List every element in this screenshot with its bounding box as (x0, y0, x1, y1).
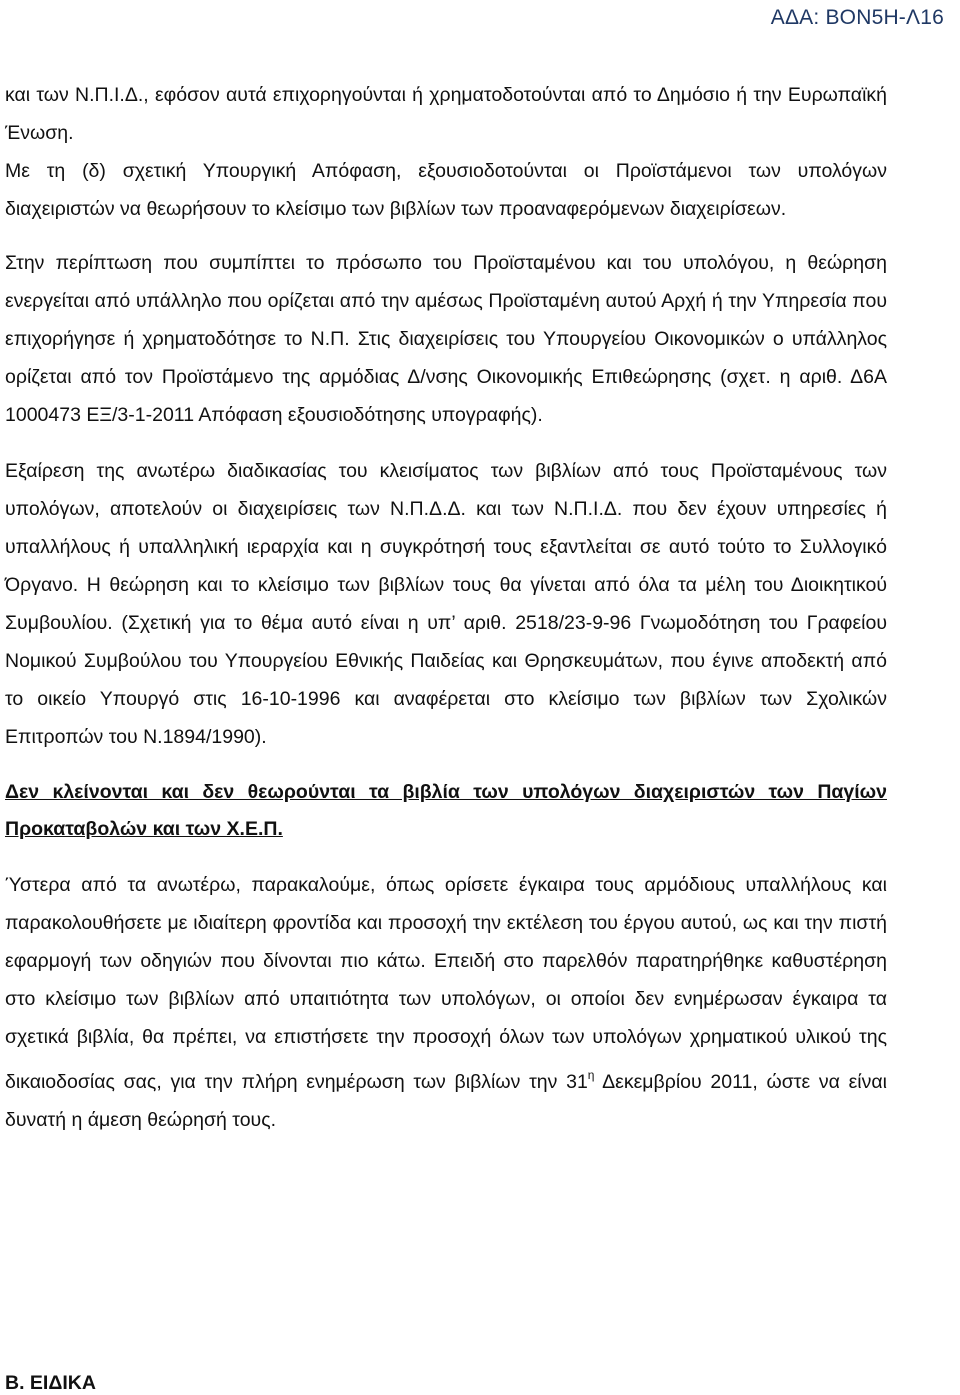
spacer (5, 756, 887, 774)
spacer (5, 848, 887, 866)
paragraph-5-text-end: Δεκεμβρίου 2011, ώστε να είναι δυνατή η άμεση θεώρησή τους. (5, 1071, 887, 1131)
spacer (5, 228, 887, 244)
document-code: ΑΔΑ: ΒΟΝ5Η-Λ16 (770, 6, 944, 29)
ordinal-superscript: η (587, 1068, 595, 1082)
document-body (5, 76, 887, 1139)
paragraph-2: Με τη (δ) σχετική Υπουργική Απόφαση, εξουσιοδοτούνται οι Προϊστάμενοι των υπολόγων διαχειριστών να θεωρήσουν το κλείσιμο των βιβλίων των προαναφερόμενων διαχειρίσεων. (5, 160, 887, 220)
paragraph-5-text: Ύστερα από τα ανωτέρω, παρακαλούμε, όπως ορίσετε έγκαιρα τους αρμόδιους υπαλλήλους και παρακολουθήσετε με ιδιαίτερη φροντίδα και προσοχή την εκτέλεση του έργου αυτού, ως και την πιστή εφαρμογή των οδηγιών που δίνονται πιο κάτω. Επειδή στο παρελθόν παρατηρήθηκε καθυστέρηση στο κλείσιμο των βιβλίων από υπαιτιότητα των υπολόγων, οι οποίοι δεν ενημέρωσαν έγκαιρα τα σχετικά βιβλία, θα πρέπει, να επιστήσετε την προσοχή όλων των υπολόγων χρηματικού υλικού της δικαιοδοσίας σας, για την πλήρη ενημέρωση των βιβλίων την 31 (5, 874, 887, 1093)
bold-notice-heading: Δεν κλείνονται και δεν θεωρούνται τα βιβλία των υπολόγων διαχειριστών των Παγίων Προκαταβολών και των Χ.Ε.Π. (5, 781, 887, 840)
paragraph-5 (5, 866, 887, 1139)
spacer (5, 434, 887, 452)
section-title: Β. ΕΙΔΙΚΑ (5, 1372, 96, 1394)
paragraph-3: Στην περίπτωση που συμπίπτει το πρόσωπο του Προϊσταμένου και του υπολόγου, η θεώρηση ενεργείται από υπάλληλο που ορίζεται από την αμέσως Προϊσταμένη αυτού Αρχή ή την Υπηρεσία που επιχορήγησε ή χρηματοδότησε το Ν.Π. Στις διαχειρίσεις του Υπουργείου Οικονομικών ο υπάλληλος ορίζεται από τον Προϊστάμενο της αρμόδιας Δ/νσης Οικονομικής Επιθεώρησης (σχετ. η αριθ. Δ6Α 1000473 ΕΞ/3-1-2011 Απόφαση εξουσιοδότησης υπογραφής). (5, 252, 887, 426)
paragraph-4: Εξαίρεση της ανωτέρω διαδικασίας του κλεισίματος των βιβλίων από τους Προϊσταμένους των υπολόγων, αποτελούν οι διαχειρίσεις των Ν.Π.Δ.Δ. και των Ν.Π.Ι.Δ. που δεν έχουν υπηρεσίες ή υπαλλήλους ή υπαλληλική ιεραρχία και η συγκρότησή τους εξαντλείται σε αυτό τούτο το Συλλογικό Όργανο. Η θεώρηση και το κλείσιμο των βιβλίων τους θα γίνεται από όλα τα μέλη του Διοικητικού Συμβουλίου. (Σχετική για το θέμα αυτό είναι η υπ’ αριθ. 2518/23-9-96 Γνωμοδότηση του Γραφείου Νομικού Συμβούλου του Υπουργείου Εθνικής Παιδείας και Θρησκευμάτων, που έγινε αποδεκτή από το οικείο Υπουργό στις 16-10-1996 και αναφέρεται στο κλείσιμο των βιβλίων των Σχολικών Επιτροπών του Ν.1894/1990). (5, 460, 887, 748)
paragraph-1: και των Ν.Π.Ι.Δ., εφόσον αυτά επιχορηγούνται ή χρηματοδοτούνται από το Δημόσιο ή την Ευρωπαϊκή Ένωση. (5, 84, 887, 144)
